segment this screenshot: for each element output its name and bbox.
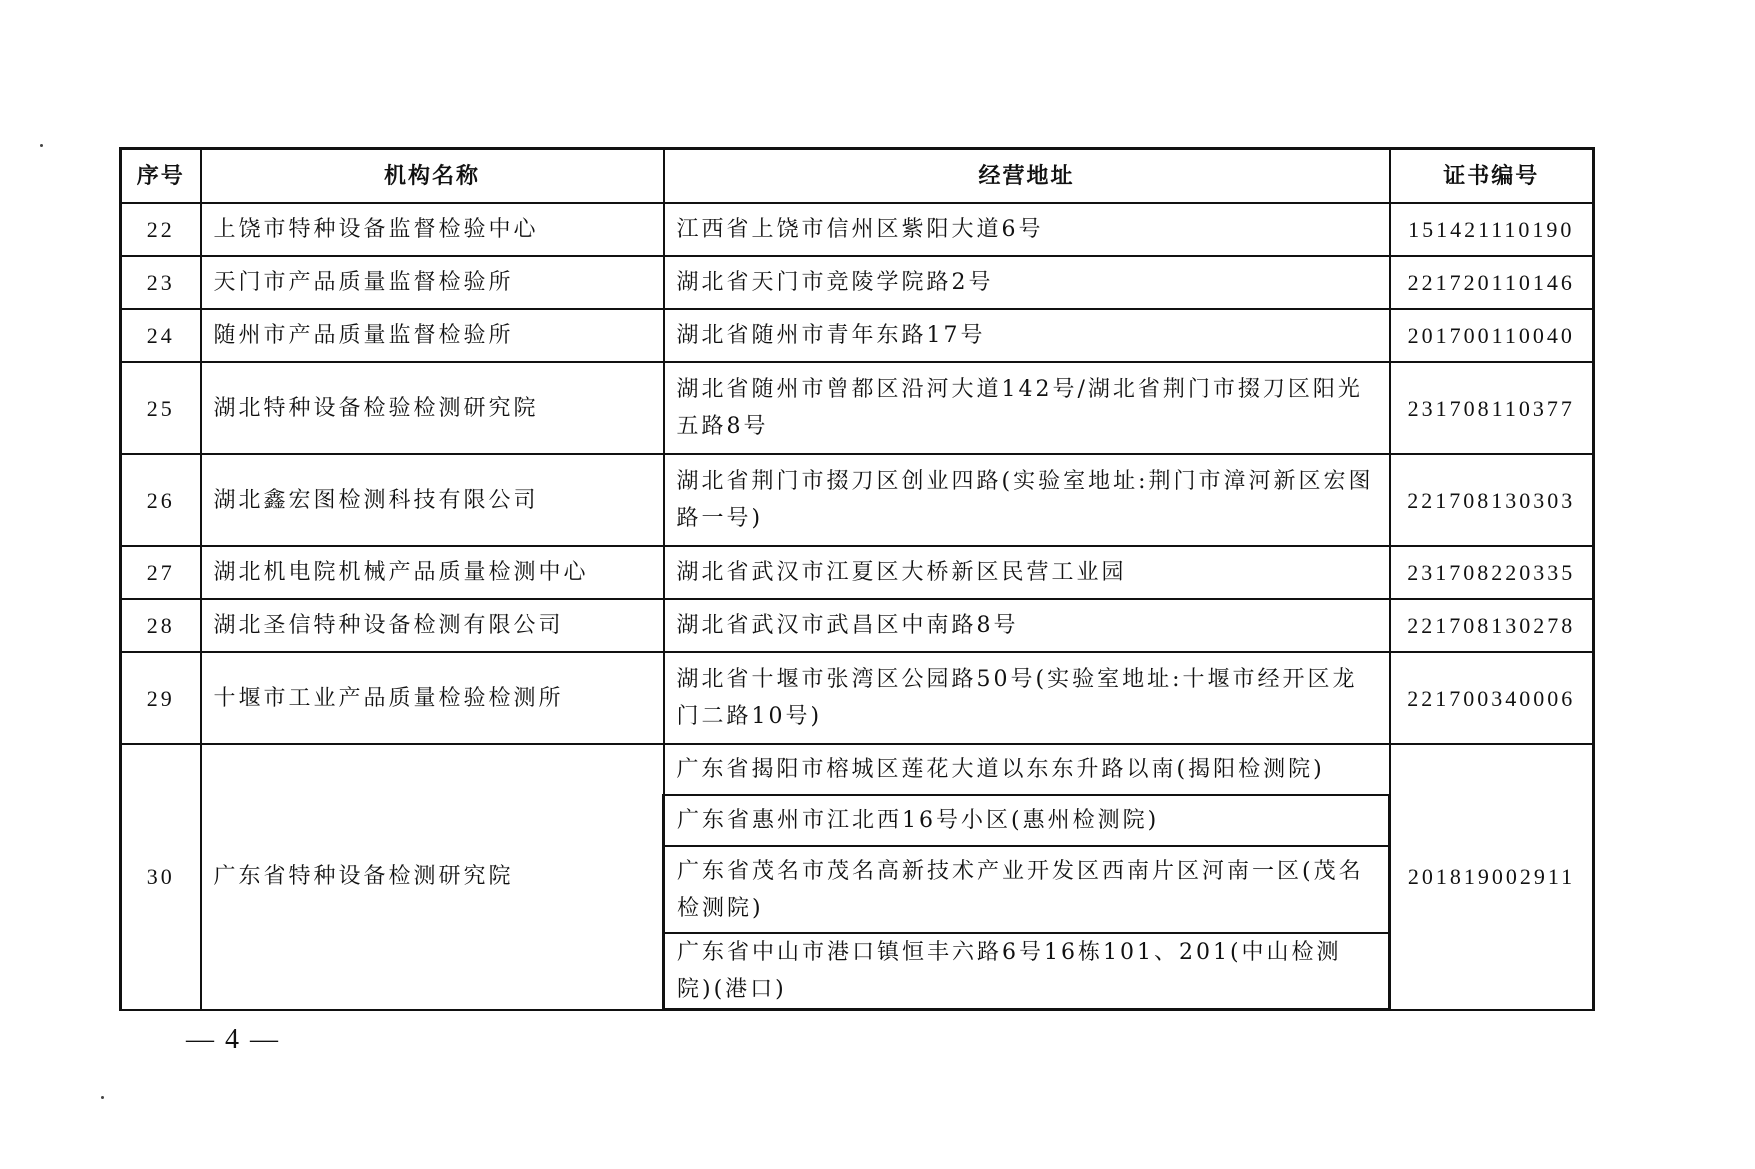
row-name: 湖北鑫宏图检测科技有限公司 bbox=[201, 454, 664, 546]
scan-speck bbox=[40, 144, 43, 147]
table-row bbox=[121, 599, 1594, 652]
row-cert: 201819002911 bbox=[1390, 744, 1594, 1010]
row-address: 湖北省武汉市武昌区中南路8号 bbox=[664, 599, 1390, 652]
row-cert: 221708130278 bbox=[1390, 599, 1594, 652]
row-no: 25 bbox=[121, 362, 201, 454]
row-address: 湖北省随州市曾都区沿河大道142号/湖北省荆门市掇刀区阳光五路8号 bbox=[664, 362, 1390, 454]
row-no: 28 bbox=[121, 599, 201, 652]
row-address: 湖北省武汉市江夏区大桥新区民营工业园 bbox=[664, 546, 1390, 599]
table-row bbox=[121, 256, 1594, 309]
table-row bbox=[121, 652, 1594, 744]
row-no: 22 bbox=[121, 203, 201, 256]
table-row bbox=[121, 744, 1594, 795]
table-row bbox=[121, 203, 1594, 256]
row-name: 随州市产品质量监督检验所 bbox=[201, 309, 664, 362]
row-address: 江西省上饶市信州区紫阳大道6号 bbox=[664, 203, 1390, 256]
header-no: 序号 bbox=[121, 149, 201, 204]
row-name: 十堰市工业产品质量检验检测所 bbox=[201, 652, 664, 744]
table-row bbox=[121, 309, 1594, 362]
row-cert: 231708110377 bbox=[1390, 362, 1594, 454]
header-cert: 证书编号 bbox=[1390, 149, 1594, 204]
header-name: 机构名称 bbox=[201, 149, 664, 204]
row-no: 23 bbox=[121, 256, 201, 309]
row-cert: 231708220335 bbox=[1390, 546, 1594, 599]
row-address: 湖北省十堰市张湾区公园路50号(实验室地址:十堰市经开区龙门二路10号) bbox=[664, 652, 1390, 744]
row-cert: 201700110040 bbox=[1390, 309, 1594, 362]
row-name: 天门市产品质量监督检验所 bbox=[201, 256, 664, 309]
row-no: 27 bbox=[121, 546, 201, 599]
row-name: 湖北特种设备检验检测研究院 bbox=[201, 362, 664, 454]
row-cert: 221700340006 bbox=[1390, 652, 1594, 744]
table-row bbox=[121, 546, 1594, 599]
header-address: 经营地址 bbox=[664, 149, 1390, 204]
scan-speck bbox=[101, 1096, 104, 1099]
row-cert: 221720110146 bbox=[1390, 256, 1594, 309]
row-name: 湖北机电院机械产品质量检测中心 bbox=[201, 546, 664, 599]
row-no: 30 bbox=[121, 744, 201, 1010]
row-cert: 221708130303 bbox=[1390, 454, 1594, 546]
row-address: 广东省惠州市江北西16号小区(惠州检测院) bbox=[664, 795, 1390, 846]
table-header-row bbox=[121, 149, 1594, 204]
row-name: 湖北圣信特种设备检测有限公司 bbox=[201, 599, 664, 652]
row-no: 29 bbox=[121, 652, 201, 744]
table-row bbox=[121, 362, 1594, 454]
row-address: 广东省揭阳市榕城区莲花大道以东东升路以南(揭阳检测院) bbox=[664, 744, 1390, 795]
row-address: 湖北省随州市青年东路17号 bbox=[664, 309, 1390, 362]
row-address: 湖北省天门市竞陵学院路2号 bbox=[664, 256, 1390, 309]
row-address: 湖北省荆门市掇刀区创业四路(实验室地址:荆门市漳河新区宏图路一号) bbox=[664, 454, 1390, 546]
row-no: 24 bbox=[121, 309, 201, 362]
row-cert: 151421110190 bbox=[1390, 203, 1594, 256]
page-number: — 4 — bbox=[186, 1024, 280, 1055]
table-row bbox=[121, 454, 1594, 546]
row-no: 26 bbox=[121, 454, 201, 546]
institution-table bbox=[119, 147, 1595, 1011]
row-address: 广东省茂名市茂名高新技术产业开发区西南片区河南一区(茂名检测院) bbox=[664, 846, 1390, 933]
row-name: 广东省特种设备检测研究院 bbox=[201, 744, 664, 1010]
row-name: 上饶市特种设备监督检验中心 bbox=[201, 203, 664, 256]
row-address: 广东省中山市港口镇恒丰六路6号16栋101、201(中山检测院)(港口) bbox=[664, 933, 1390, 1010]
